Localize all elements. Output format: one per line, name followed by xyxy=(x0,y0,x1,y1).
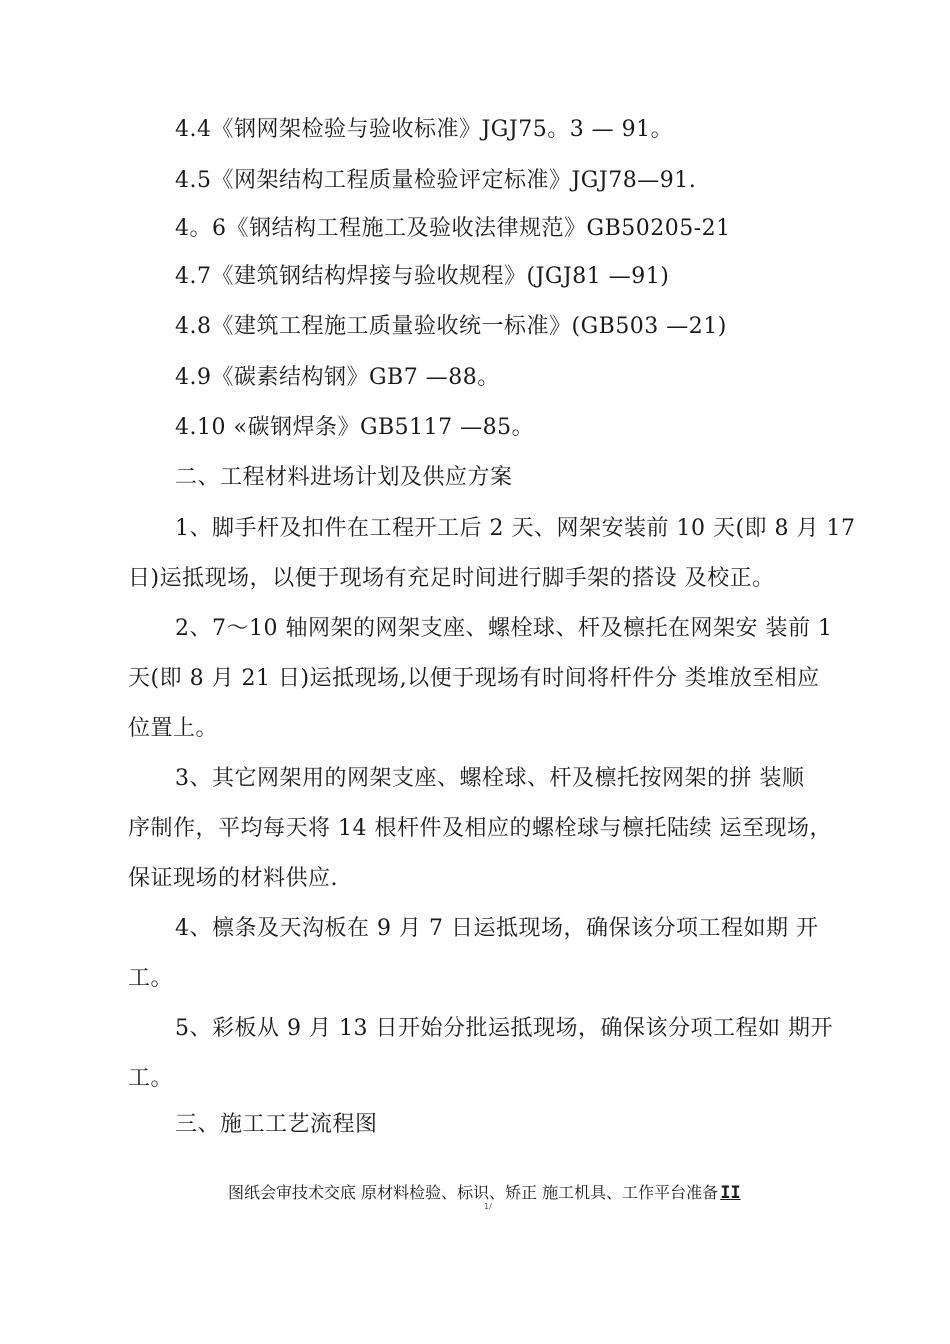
section-2-item-3-line-3: 保证现场的材料供应. xyxy=(128,866,338,891)
reference-4-9: 4.9《碳素结构钢》GB7 —88。 xyxy=(175,365,500,390)
reference-4-6: 4。6《钢结构工程施工及验收法律规范》GB50205-21 xyxy=(175,216,731,241)
section-2-item-5-line-1: 5、彩板从 9 月 13 日开始分批运抵现场，确保该分项工程如 期开 xyxy=(175,1016,833,1041)
reference-4-7: 4.7《建筑钢结构焊接与验收规程》(JGJ81 —91) xyxy=(175,264,670,289)
flowchart-steps-text: 图纸会审技术交底 原材料检验、标识、矫正 施工机具、工作平台准备 xyxy=(228,1183,719,1202)
section-2-item-2-line-2: 天(即 8 月 21 日)运抵现场,以便于现场有时间将杆件分 类堆放至相应 xyxy=(128,666,820,691)
section-2-heading: 二、工程材料进场计划及供应方案 xyxy=(175,465,513,490)
section-2-item-1-line-2: 日)运抵现场，以便于现场有充足时间进行脚手架的搭设 及校正。 xyxy=(128,566,775,591)
section-2-item-3-line-2: 序制作，平均每天将 14 根杆件及相应的螺栓球与檩托陆续 运至现场， xyxy=(128,816,832,841)
flowchart-small-mark: 1/ xyxy=(484,1202,492,1211)
section-2-item-4-line-2: 工。 xyxy=(128,966,174,991)
reference-4-4: 4.4《钢网架检验与验收标准》JGJ75。3 — 91。 xyxy=(175,117,674,142)
section-2-item-4-line-1: 4、檩条及天沟板在 9 月 7 日运抵现场，确保该分项工程如期 开 xyxy=(175,916,819,941)
section-2-item-3-line-1: 3、其它网架用的网架支座、螺栓球、杆及檩托按网架的拼 装顺 xyxy=(175,766,805,791)
reference-4-10: 4.10 «碳钢焊条》GB5117 —85。 xyxy=(175,415,535,440)
section-2-item-5-line-2: 工。 xyxy=(128,1066,174,1091)
section-2-item-2-line-1: 2、7〜10 轴网架的网架支座、螺栓球、杆及檩托在网架安 装前 1 xyxy=(175,616,833,641)
section-2-item-1-line-1: 1、脚手杆及扣件在工程开工后 2 天、网架安装前 10 天(即 8 月 17 xyxy=(175,516,856,541)
flowchart-mark: II xyxy=(720,1183,741,1203)
section-3-heading: 三、施工工艺流程图 xyxy=(175,1112,378,1137)
flowchart-steps xyxy=(228,1182,741,1204)
reference-4-5: 4.5《网架结构工程质量检验评定标准》JGJ78—91. xyxy=(175,168,697,193)
reference-4-8: 4.8《建筑工程施工质量验收统一标准》(GB503 —21) xyxy=(175,314,727,339)
section-2-item-2-line-3: 位置上。 xyxy=(128,716,219,741)
